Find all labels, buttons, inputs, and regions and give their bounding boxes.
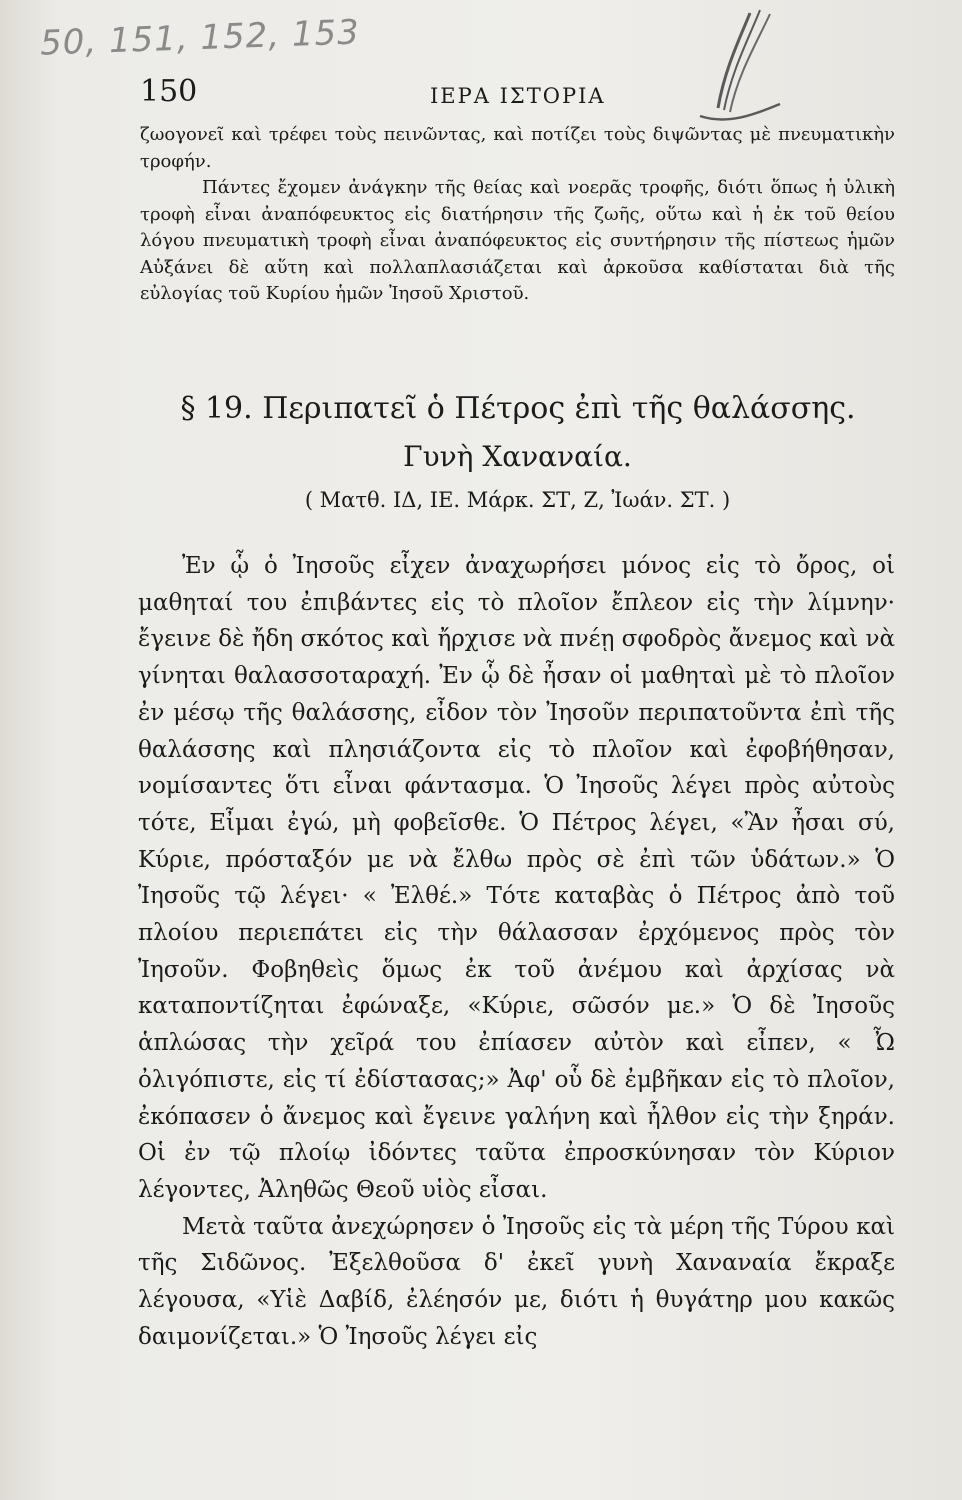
page-number: 150 (140, 74, 198, 109)
running-head: ΙΕΡΑ ΙΣΤΟΡΙΑ (430, 84, 606, 108)
intro-text (140, 122, 895, 308)
body-paragraph: Μετὰ ταῦτα ἀνεχώρησεν ὁ Ἰησοῦς εἰς τὰ μέρη τῆς Τύρου καὶ τῆς Σιδῶνος. Ἐξελθοῦσα δ' ἐκεῖ γυνὴ Χαναναία ἔκραξε λέγουσα, «Υἱὲ Δαβίδ, ἐλέησόν με, διότι ἡ θυγάτηρ μου κακῶς δαιμονίζεται.» Ὁ Ἰησοῦς λέγει εἰς (138, 1213, 895, 1350)
section-references: ( Ματθ. ΙΔ, ΙΕ. Μάρκ. ΣΤ, Ζ, Ἰωάν. ΣΤ. ) (304, 488, 731, 512)
section-title: § 19. Περιπατεῖ ὁ Πέτρος ἐπὶ τῆς θαλάσσης. (180, 391, 856, 426)
handwritten-page-note: 50, 151, 152, 153 (39, 12, 361, 64)
intro-paragraph: Πάντες ἔχομεν ἀνάγκην τῆς θείας καὶ νοερᾶς τροφῆς, διότι ὅπως ἡ ὑλικὴ τροφὴ εἶναι ἀναπόφευκτος εἰς διατήρησιν τῆς ζωῆς, οὕτω καὶ ἡ ἐκ τοῦ θείου λόγου πνευματικὴ τροφὴ εἶναι ἀναπόφευκτος εἰς συντήρησιν τῆς πίστεως ἡμῶν Αὐξάνει δὲ αὕτη καὶ πολλαπλασιάζεται καὶ ἀρκοῦσα καθίσταται διὰ τῆς εὐλογίας τοῦ Κυρίου ἡμῶν Ἰησοῦ Χριστοῦ. (140, 177, 895, 304)
body-paragraph: Ἐν ᾧ ὁ Ἰησοῦς εἶχεν ἀναχωρήσει μόνος εἰς τὸ ὄρος, οἱ μαθηταί του ἐπιβάντες εἰς τὸ πλοῖον ἔπλεον εἰς τὴν λίμνην· ἔγεινε δὲ ἤδη σκότος καὶ ἤρχισε νὰ πνέῃ σφοδρὸς ἄνεμος καὶ νὰ γίνηται θαλασσοταραχή. Ἐν ᾧ δὲ ἦσαν οἱ μαθηταὶ μὲ τὸ πλοῖον ἐν μέσῳ τῆς θαλάσσης, εἶδον τὸν Ἰησοῦν περιπατοῦντα ἐπὶ τῆς θαλάσσης καὶ πλησιάζοντα εἰς τὸ πλοῖον καὶ ἐφοβήθησαν, νομίσαντες ὅτι εἶναι φάντασμα. Ὁ Ἰησοῦς λέγει πρὸς αὐτοὺς τότε, Εἶμαι ἐγώ, μὴ φοβεῖσθε. Ὁ Πέτρος λέγει, «Ἂν ἦσαι σύ, Κύριε, πρόσταξόν με νὰ ἔλθω πρὸς σὲ ἐπὶ τῶν ὑδάτων.» Ὁ Ἰησοῦς τῷ λέγει· « Ἐλθέ.» Τότε καταβὰς ὁ Πέτρος ἀπὸ τοῦ πλοίου περιεπάτει εἰς τὴν θάλασσαν ἐρχόμενος πρὸς τὸν Ἰησοῦν. Φοβηθεὶς ὅμως ἐκ τοῦ ἀνέμου καὶ ἀρχίσας νὰ καταποντίζηται ἐφώναξε, «Κύριε, σῶσόν με.» Ὁ δὲ Ἰησοῦς ἁπλώσας τὴν χεῖρά του ἐπίασεν αὐτὸν καὶ εἶπεν, « Ὦ ὀλιγόπιστε, εἰς τί ἐδίστασας;» Ἀφ' οὗ δὲ ἐμβῆκαν εἰς τὸ πλοῖον, ἐκόπασεν ὁ ἄνεμος καὶ ἔγεινε γαλήνη καὶ ἦλθον εἰς τὴν ξηράν. Οἱ ἐν τῷ πλοίῳ ἰδόντες ταῦτα ἐπροσκύνησαν τὸν Κύριον λέγοντες, Ἀληθῶς Θεοῦ υἱὸς εἶσαι. (138, 553, 895, 1203)
body-text (138, 548, 895, 1355)
intro-paragraph: ζωογονεῖ καὶ τρέφει τοὺς πεινῶντας, καὶ ποτίζει τοὺς διψῶντας μὲ πνευματικὴν τροφήν. (140, 124, 895, 172)
page-header (140, 74, 885, 114)
section-subtitle: Γυνὴ Χαναναία. (403, 440, 632, 473)
